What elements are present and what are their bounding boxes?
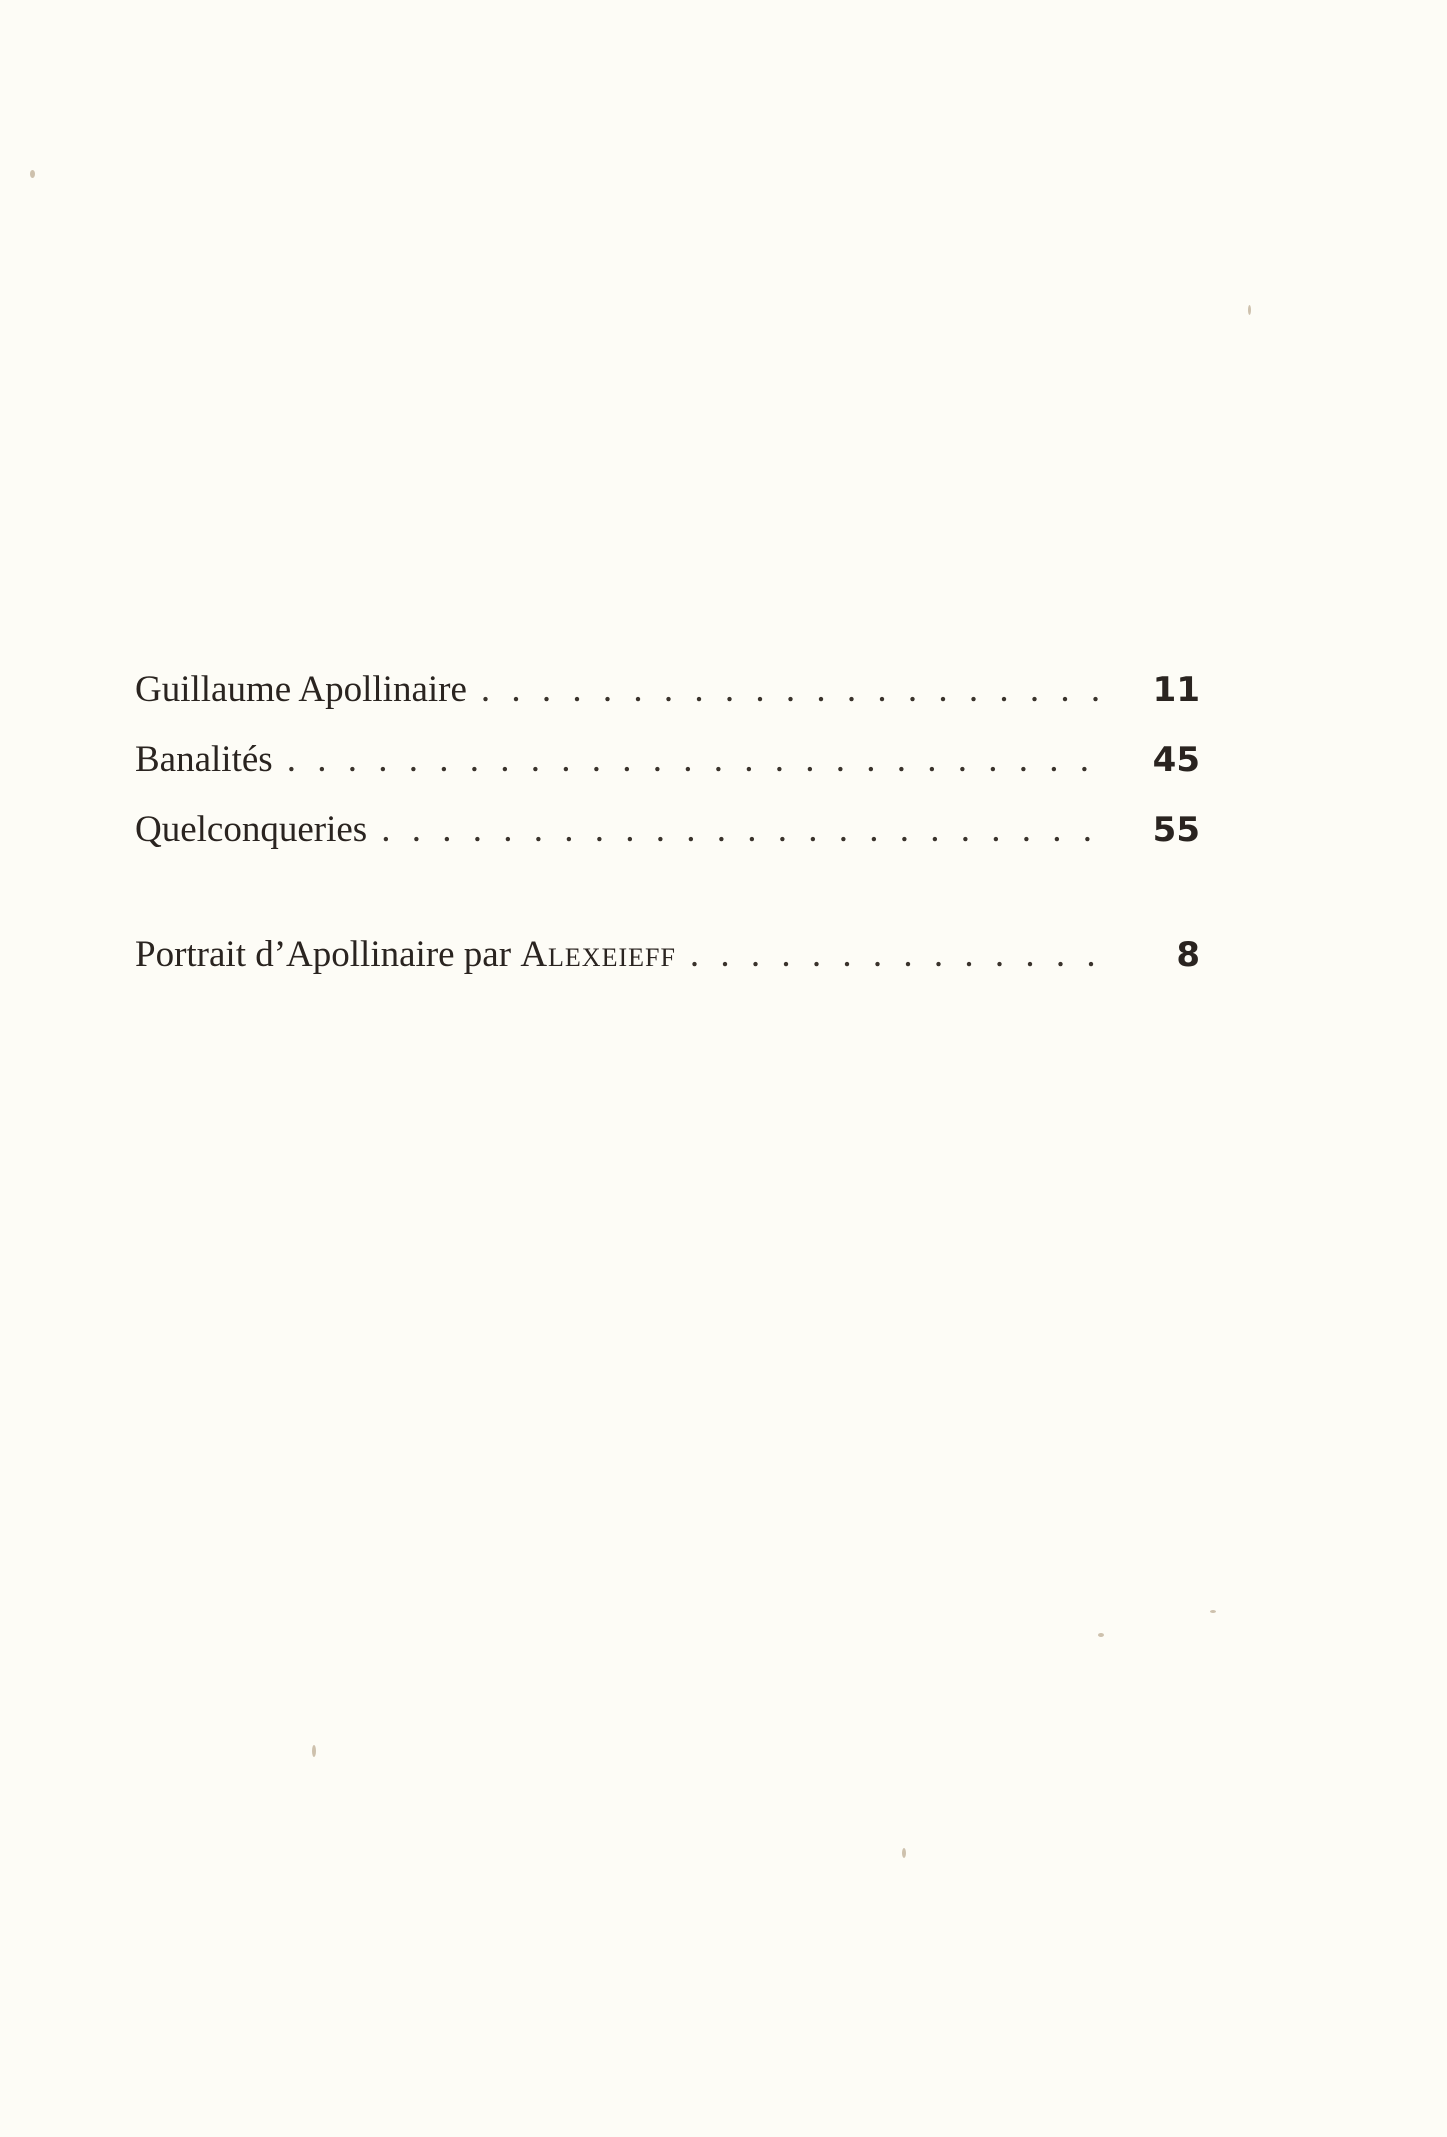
toc-leader-dots bbox=[481, 655, 1102, 725]
toc-entry bbox=[135, 655, 1200, 725]
toc-portrait-title bbox=[135, 920, 690, 990]
paper-speck bbox=[1210, 1610, 1216, 1613]
toc-entry bbox=[135, 795, 1200, 865]
toc-entry-page: 11 bbox=[1152, 670, 1200, 710]
toc-portrait-prefix: Portrait d’Apollinaire par bbox=[135, 934, 521, 975]
table-of-contents bbox=[135, 655, 1200, 990]
toc-entry-title: Guillaume Apollinaire bbox=[135, 669, 467, 710]
toc-entry-page: 55 bbox=[1152, 810, 1200, 850]
toc-leader-dots bbox=[690, 920, 1102, 990]
toc-leader-dots bbox=[287, 725, 1102, 795]
toc-portrait-entry bbox=[135, 920, 1200, 990]
paper-speck bbox=[1248, 305, 1251, 315]
toc-entry-title: Quelconqueries bbox=[135, 809, 368, 850]
toc-entry-title: Banalités bbox=[135, 739, 273, 780]
paper-speck bbox=[312, 1745, 316, 1757]
toc-entry bbox=[135, 725, 1200, 795]
paper-speck bbox=[902, 1848, 906, 1858]
toc-portrait-artist: Alexeieff bbox=[520, 934, 676, 975]
toc-entry-page: 45 bbox=[1152, 740, 1200, 780]
paper-speck bbox=[1098, 1633, 1104, 1637]
toc-portrait-page: 8 bbox=[1176, 935, 1200, 975]
paper-speck bbox=[30, 170, 35, 178]
toc-leader-dots bbox=[381, 795, 1102, 865]
